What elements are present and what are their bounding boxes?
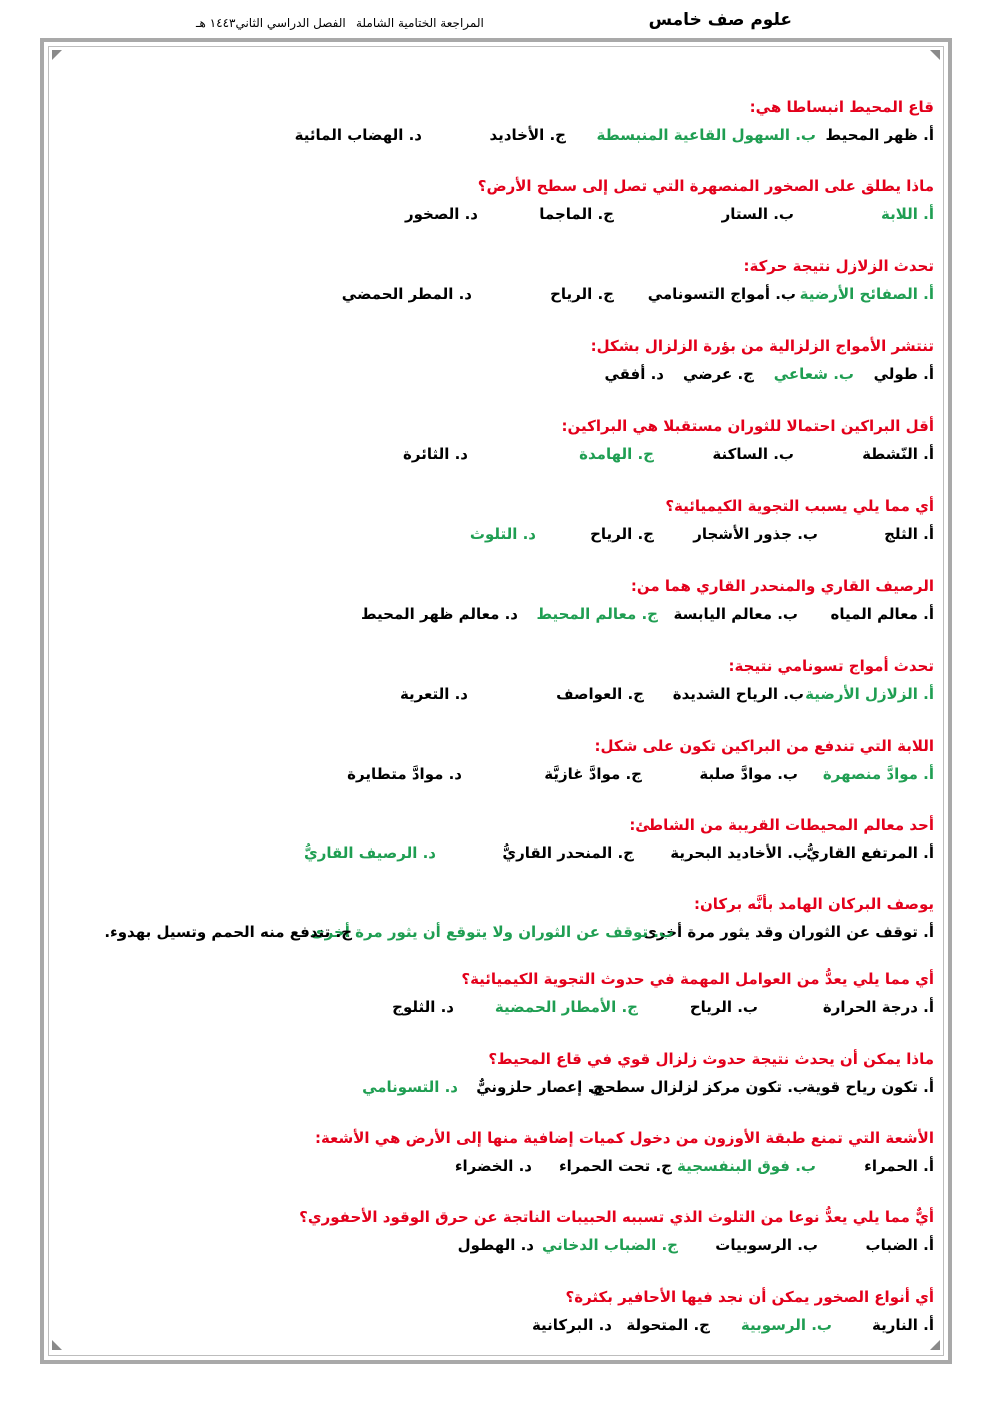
question-text: الرصيف القاري والمنحدر القاري هما من: (630, 577, 934, 595)
option-a: أ. اللابة (881, 205, 934, 223)
question-text: تحدث الزلازل نتيجة حركة: (743, 257, 934, 275)
question-block (54, 1050, 934, 1110)
question-block (54, 577, 934, 637)
option-b: ب. الرسوبيات (715, 1236, 818, 1254)
option-c: ج. الأمطار الحمضية (494, 998, 638, 1016)
option-b: ب. الرياح (689, 998, 758, 1016)
option-c: ج. الهامدة (579, 445, 654, 463)
option-c: ج. العواصف (556, 685, 644, 703)
option-c: ج. عرضي (683, 365, 754, 383)
option-b: ب. تكون مركز لزلزال سطحي (589, 1078, 808, 1096)
option-a: أ. توقف عن الثوران وقد يثور مرة أخرى (643, 923, 934, 941)
option-a: أ. الضباب (865, 1236, 934, 1254)
question-block (54, 98, 934, 158)
option-d: د. موادَّ متطايرة (347, 765, 462, 783)
option-b: ب. معالم اليابسة (673, 605, 798, 623)
option-c: ج. تحت الحمراء (558, 1157, 672, 1175)
option-b: ب. موادَّ صلبة (699, 765, 798, 783)
option-d: د. أفقي (604, 365, 664, 383)
question-text: أيٌّ مما يلي يعدُّ نوعا من التلوث الذي تسببه الحبيبات الناتجة عن حرق الوقود الأحفوري؟ (299, 1208, 934, 1226)
option-a: أ. الزلازل الأرضية (805, 685, 934, 703)
option-b: ب. السهول القاعية المنبسطة (596, 126, 816, 144)
option-c: ج. المنحدر القاريُّ (502, 844, 634, 862)
corner-ornament-top-right (930, 50, 940, 60)
question-text: ماذا يطلق على الصخور المنصهرة التي تصل إلى سطح الأرض؟ (477, 177, 934, 195)
option-b: ب. الرياح الشديدة (672, 685, 804, 703)
option-b: ب. الساكنة (712, 445, 794, 463)
option-c: ج. الضباب الدخاني (541, 1236, 678, 1254)
option-d: د. الصخور (404, 205, 478, 223)
option-c: ج. الماجما (539, 205, 614, 223)
option-a: أ. معالم المياه (830, 605, 934, 623)
question-block (54, 737, 934, 797)
question-block (54, 1208, 934, 1268)
option-a: أ. درجة الحرارة (822, 998, 934, 1016)
question-text: ماذا يمكن أن يحدث نتيجة حدوث زلزال قوي في قاع المحيط؟ (488, 1050, 934, 1068)
question-text: أي أنواع الصخور يمكن أن نجد فيها الأحافير بكثرة؟ (565, 1288, 934, 1306)
option-d: د. البركانية (531, 1316, 612, 1334)
question-block (54, 257, 934, 317)
page-header (40, 8, 952, 38)
option-a: أ. المرتفع القاريُّ (806, 844, 934, 862)
option-c: ج. موادَّ غازيَّة (544, 765, 642, 783)
header-term-label: الفصل الدراسي الثاني١٤٤٣ هـ (196, 16, 346, 30)
option-b: ب. الستار (721, 205, 794, 223)
option-a: أ. موادَّ منصهرة (822, 765, 934, 783)
question-block (54, 657, 934, 717)
question-block (54, 816, 934, 876)
option-c: ج. الرياح (590, 525, 654, 543)
option-d: د. الثائرة (403, 445, 468, 463)
option-a: أ. النّشطة (862, 445, 934, 463)
question-block (54, 337, 934, 397)
question-text: أي مما يلي يسبب التجوية الكيميائية؟ (665, 497, 934, 515)
option-d: د. معالم ظهر المحيط (360, 605, 518, 623)
option-a: أ. النارية (872, 1316, 934, 1334)
question-text: تنتشر الأمواج الزلزالية من بؤرة الزلزال بشكل: (590, 337, 934, 355)
option-c: ج. الرياح (550, 285, 614, 303)
question-block (54, 1129, 934, 1189)
option-d: د. التسونامي (362, 1078, 458, 1096)
option-d: د. الرصيف القاريُّ (303, 844, 436, 862)
option-a: أ. الثلج (884, 525, 934, 543)
question-block (54, 417, 934, 477)
option-c: ج. الأخاديد (489, 126, 566, 144)
question-block (54, 895, 934, 955)
question-text: يوصف البركان الهامد بأنَّه بركان: (693, 895, 934, 913)
option-b: ب. أمواج التسونامي (647, 285, 796, 303)
question-text: أي مما يلي يعدُّ من العوامل المهمة في حدوث التجوية الكيميائية؟ (461, 970, 934, 988)
option-b: ب. شعاعي (773, 365, 854, 383)
question-text: أحد معالم المحيطات القريبة من الشاطئ: (629, 816, 934, 834)
question-block (54, 1288, 934, 1348)
question-block (54, 970, 934, 1030)
option-d: د. المطر الحمضي (341, 285, 472, 303)
option-c: ج. معالم المحيط (536, 605, 658, 623)
header-review-label: المراجعة الختامية الشاملة (356, 16, 484, 30)
question-block (54, 497, 934, 557)
option-b: ب. توقف عن الثوران ولا يتوقع أن يثور مرة أخرى (310, 923, 674, 941)
question-text: أقل البراكين احتمالا للثوران مستقبلا هي البراكين: (561, 417, 934, 435)
header-title: علوم صف خامس (648, 10, 792, 30)
option-d: د. الهضاب المائية (294, 126, 422, 144)
option-a: أ. ظهر المحيط (825, 126, 934, 144)
corner-ornament-top-left (52, 50, 62, 60)
option-c: ج. إعصار حلزونيٌّ (476, 1078, 604, 1096)
option-d: د. الخضراء (454, 1157, 532, 1175)
option-d: د. الهطول (457, 1236, 534, 1254)
question-block (54, 177, 934, 237)
option-a: أ. الصفائح الأرضية (799, 285, 934, 303)
option-b: ب. الأخاديد البحرية (670, 844, 808, 862)
option-a: أ. طولي (873, 365, 934, 383)
option-a: أ. الحمراء (864, 1157, 934, 1175)
option-b: ب. جذور الأشجار (693, 525, 818, 543)
option-d: د. الثلوج (392, 998, 454, 1016)
option-d: د. التلوث (469, 525, 536, 543)
option-b: ب. فوق البنفسجية (677, 1157, 816, 1175)
option-c: ج. المتحولة (626, 1316, 710, 1334)
question-text: اللابة التي تندفع من البراكين تكون على شكل: (594, 737, 934, 755)
question-text: تحدث أمواج تسونامي نتيجة: (728, 657, 934, 675)
question-text: الأشعة التي تمنع طبقة الأوزون من دخول كميات إضافية منها إلى الأرض هي الأشعة: (314, 1129, 934, 1147)
option-b: ب. الرسوبية (740, 1316, 832, 1334)
option-d: د. التعرية (399, 685, 468, 703)
option-a: أ. تكون رياح قوية (806, 1078, 934, 1096)
question-text: قاع المحيط انبساطا هي: (749, 98, 934, 116)
option-c: ج. تندفع منه الحمم وتسيل بهدوء. (104, 923, 352, 941)
